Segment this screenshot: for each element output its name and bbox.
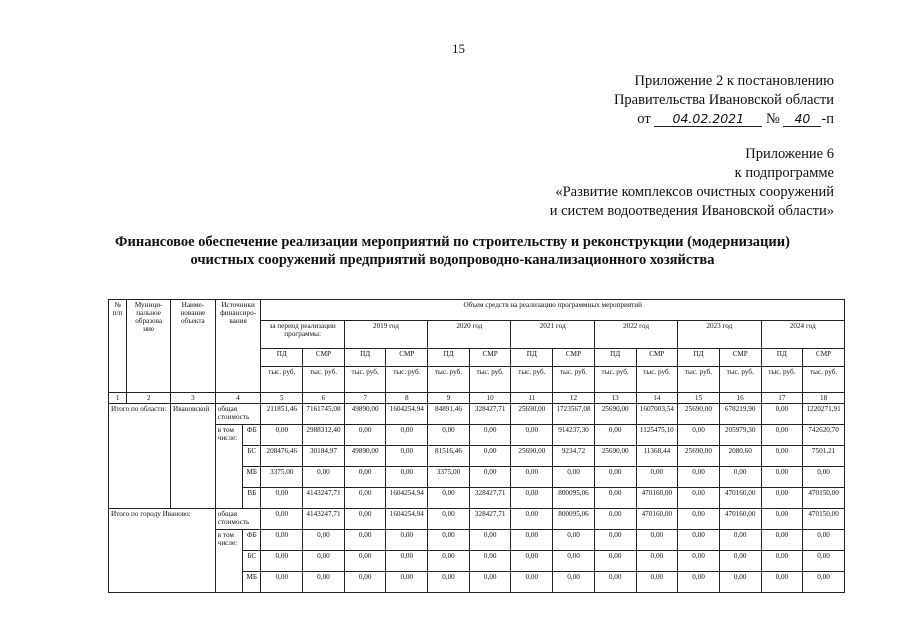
source-code: БС (243, 551, 261, 572)
table-row (109, 530, 845, 551)
cell-value: 0,00 (803, 572, 845, 593)
cell-value: 25690,00 (511, 446, 553, 467)
column-number: 9 (428, 393, 470, 404)
cell-value: 0,00 (511, 551, 553, 572)
col-head-unit: тыс. руб. (719, 367, 761, 393)
cell-value: 0,00 (553, 572, 595, 593)
col-head-period: за период реализации программы: (261, 321, 344, 349)
title-line-2: очистных сооружений предприятий водопроводно-канализационного хозяйства (190, 252, 715, 268)
cell-value: 0,00 (594, 530, 636, 551)
cell-value: 0,00 (344, 551, 386, 572)
cell-value: 7161745,08 (303, 404, 345, 425)
cell-value: 1604254,94 (386, 509, 428, 530)
cell-value: 0,00 (719, 551, 761, 572)
cell-value: 0,00 (761, 404, 803, 425)
cell-value: 0,00 (636, 551, 678, 572)
col-head-volume: Объем средств на реализацию программных мероприятий (261, 300, 845, 321)
cell-value: 0,00 (261, 488, 303, 509)
cell-value: 0,00 (386, 425, 428, 446)
cell-value: 0,00 (261, 572, 303, 593)
column-number: 2 (127, 393, 171, 404)
col-head-year-2020: 2020 год (428, 321, 511, 349)
source-code: ФБ (243, 530, 261, 551)
source-code: ФБ (243, 425, 261, 446)
cell-value: 800095,06 (553, 488, 595, 509)
cell-value: 0,00 (303, 551, 345, 572)
col-head-year-2024: 2024 год (761, 321, 844, 349)
col-head-unit: тыс. руб. (469, 367, 511, 393)
date-prefix: от (637, 111, 651, 127)
cell-value: 0,00 (428, 572, 470, 593)
source-code: ВБ (243, 488, 261, 509)
cell-value: 0,00 (261, 551, 303, 572)
block-label-text: Итого по области: (111, 405, 167, 413)
col-head-unit: тыс. руб. (511, 367, 553, 393)
cell-value: 25690,00 (511, 404, 553, 425)
cell-value: 3375,00 (428, 467, 470, 488)
cell-value: 0,00 (761, 551, 803, 572)
block-object: Ивановской (171, 404, 216, 509)
cell-value: 205979,30 (719, 425, 761, 446)
cell-value: 0,00 (678, 572, 720, 593)
col-head-smr: СМР (719, 349, 761, 367)
col-head-pd: ПД (261, 349, 303, 367)
cell-value: 0,00 (678, 551, 720, 572)
column-number: 17 (761, 393, 803, 404)
cell-value: 0,00 (719, 467, 761, 488)
cell-value: 0,00 (761, 509, 803, 530)
cell-value: 0,00 (803, 530, 845, 551)
col-head-pd: ПД (344, 349, 386, 367)
cell-value: 4143247,71 (303, 488, 345, 509)
source-code: БС (243, 446, 261, 467)
col-head-pd: ПД (678, 349, 720, 367)
cell-value: 30184,97 (303, 446, 345, 467)
approval-line-3 (614, 110, 834, 129)
col-head-number: № п/п (109, 300, 127, 393)
col-head-unit: тыс. руб. (344, 367, 386, 393)
cell-value: 0,00 (511, 530, 553, 551)
cell-value: 0,00 (719, 530, 761, 551)
column-number: 11 (511, 393, 553, 404)
cell-value: 2080,60 (719, 446, 761, 467)
cell-value: 0,00 (594, 425, 636, 446)
col-head-year-2023: 2023 год (678, 321, 761, 349)
cell-value: 2988312,40 (303, 425, 345, 446)
cell-value: 0,00 (594, 488, 636, 509)
cell-value: 0,00 (386, 530, 428, 551)
col-head-unit: тыс. руб. (303, 367, 345, 393)
source-code: МБ (243, 572, 261, 593)
cell-value: 0,00 (511, 572, 553, 593)
source-code: МБ (243, 467, 261, 488)
col-head-unit: тыс. руб. (386, 367, 428, 393)
column-number: 15 (678, 393, 720, 404)
block-label (109, 509, 216, 593)
document-title (0, 233, 905, 269)
approval-header (614, 72, 834, 129)
cell-value: 0,00 (386, 467, 428, 488)
cell-value: 0,00 (678, 488, 720, 509)
col-head-smr: СМР (303, 349, 345, 367)
cell-value: 328427,71 (469, 404, 511, 425)
cell-value: 0,00 (469, 467, 511, 488)
column-number: 12 (553, 393, 595, 404)
cell-value: 0,00 (261, 509, 303, 530)
handwritten-number: 40 (783, 112, 821, 127)
cell-value: 4143247,71 (303, 509, 345, 530)
cell-value: 0,00 (344, 572, 386, 593)
cell-value: 1607003,54 (636, 404, 678, 425)
table-body (109, 404, 845, 593)
cell-value: 1604254,94 (386, 488, 428, 509)
col-head-year-2019: 2019 год (344, 321, 427, 349)
col-head-pd: ПД (511, 349, 553, 367)
handwritten-date: 04.02.2021 (654, 112, 762, 127)
column-number: 16 (719, 393, 761, 404)
cell-value: 0,00 (386, 551, 428, 572)
col-head-municipality: Муници-пальное образова ние (127, 300, 171, 393)
cell-value: 1220271,91 (803, 404, 845, 425)
cell-value: 470150,00 (803, 509, 845, 530)
cell-value: 800095,06 (553, 509, 595, 530)
approval-line-2: Правительства Ивановской области (613, 92, 834, 108)
column-number: 8 (386, 393, 428, 404)
table-row (109, 425, 845, 446)
cell-value: 0,00 (803, 467, 845, 488)
appendix-line-1: Приложение 6 (745, 146, 834, 162)
cell-value: 0,00 (344, 530, 386, 551)
column-number: 10 (469, 393, 511, 404)
cell-value: 742620,70 (803, 425, 845, 446)
cell-value: 0,00 (428, 509, 470, 530)
column-number: 13 (594, 393, 636, 404)
cell-value: 49890,00 (344, 446, 386, 467)
cell-value: 0,00 (428, 488, 470, 509)
appendix-line-3: «Развитие комплексов очистных сооружений (555, 184, 834, 200)
col-head-smr: СМР (803, 349, 845, 367)
incl-label: в том числе: (215, 530, 242, 593)
cell-value: 0,00 (594, 509, 636, 530)
cell-value: 914237,30 (553, 425, 595, 446)
cell-value: 25690,00 (678, 404, 720, 425)
cell-value: 0,00 (511, 425, 553, 446)
column-number: 18 (803, 393, 845, 404)
cell-value: 1604254,94 (386, 404, 428, 425)
cell-value: 0,00 (303, 572, 345, 593)
cell-value: 470160,00 (719, 509, 761, 530)
cell-value: 0,00 (553, 530, 595, 551)
col-head-year-2022: 2022 год (594, 321, 677, 349)
cell-value: 0,00 (344, 467, 386, 488)
table-header (109, 300, 845, 404)
cell-value: 0,00 (761, 572, 803, 593)
col-head-year-2021: 2021 год (511, 321, 594, 349)
cell-value: 470150,00 (803, 488, 845, 509)
cell-value: 0,00 (428, 551, 470, 572)
col-head-unit: тыс. руб. (636, 367, 678, 393)
table-row (109, 509, 845, 530)
cell-value: 0,00 (428, 425, 470, 446)
approval-line-1: Приложение 2 к постановлению (634, 73, 834, 89)
number-label: № (765, 111, 780, 127)
cell-value: 0,00 (761, 488, 803, 509)
cell-value: 0,00 (386, 446, 428, 467)
cell-value: 0,00 (761, 446, 803, 467)
cell-value: 470160,00 (636, 488, 678, 509)
column-number: 3 (171, 393, 216, 404)
appendix-line-4: и систем водоотведения Ивановской области» (549, 203, 834, 219)
table-row (109, 404, 845, 425)
cell-value: 0,00 (428, 530, 470, 551)
cell-value: 470160,00 (719, 488, 761, 509)
financing-table (108, 299, 845, 593)
cell-value: 0,00 (678, 467, 720, 488)
cell-value: 0,00 (344, 509, 386, 530)
col-head-unit: тыс. руб. (261, 367, 303, 393)
cell-value: 7501,21 (803, 446, 845, 467)
col-head-pd: ПД (428, 349, 470, 367)
col-head-unit: тыс. руб. (761, 367, 803, 393)
cell-value: 3375,00 (261, 467, 303, 488)
cell-value: 0,00 (678, 425, 720, 446)
cell-value: 0,00 (594, 467, 636, 488)
cell-value: 0,00 (636, 530, 678, 551)
col-head-pd: ПД (761, 349, 803, 367)
cell-value: 0,00 (553, 467, 595, 488)
appendix-header (550, 145, 834, 221)
cell-value: 0,00 (636, 467, 678, 488)
cell-value: 1125475,10 (636, 425, 678, 446)
column-number: 14 (636, 393, 678, 404)
column-number: 7 (344, 393, 386, 404)
cell-value: 0,00 (511, 467, 553, 488)
col-head-pd: ПД (594, 349, 636, 367)
block-label-text: Итого по городу Иваново: (111, 510, 191, 518)
cell-value: 0,00 (344, 425, 386, 446)
cell-value: 328427,71 (469, 488, 511, 509)
cell-value: 470160,00 (636, 509, 678, 530)
cell-value: 0,00 (344, 488, 386, 509)
column-number: 6 (303, 393, 345, 404)
cell-value: 0,00 (803, 551, 845, 572)
cell-value: 0,00 (469, 572, 511, 593)
incl-label: в том числе: (215, 425, 242, 509)
cell-value: 49890,00 (344, 404, 386, 425)
column-number: 4 (215, 393, 261, 404)
cell-value: 25690,00 (594, 404, 636, 425)
cell-value: 208476,46 (261, 446, 303, 467)
col-head-sources: Источники финансиро-вания (215, 300, 261, 393)
cell-value: 0,00 (678, 509, 720, 530)
cell-value: 0,00 (303, 530, 345, 551)
col-head-smr: СМР (469, 349, 511, 367)
cell-value: 0,00 (511, 488, 553, 509)
col-head-unit: тыс. руб. (678, 367, 720, 393)
cell-value: 0,00 (261, 425, 303, 446)
col-head-smr: СМР (553, 349, 595, 367)
cell-value: 0,00 (553, 551, 595, 572)
cell-value: 81516,46 (428, 446, 470, 467)
cell-value: 0,00 (678, 530, 720, 551)
cell-value: 25690,00 (594, 446, 636, 467)
cell-value: 0,00 (636, 572, 678, 593)
cell-value: 0,00 (594, 551, 636, 572)
column-number: 1 (109, 393, 127, 404)
cell-value: 84891,46 (428, 404, 470, 425)
cell-value: 0,00 (761, 530, 803, 551)
appendix-line-2: к подпрограмме (734, 165, 834, 181)
cell-value: 0,00 (469, 551, 511, 572)
cell-value: 0,00 (469, 446, 511, 467)
col-head-unit: тыс. руб. (803, 367, 845, 393)
page-number: 15 (452, 41, 465, 56)
cell-value: 0,00 (469, 530, 511, 551)
cell-value: 0,00 (469, 425, 511, 446)
col-head-unit: тыс. руб. (594, 367, 636, 393)
cell-value: 211851,46 (261, 404, 303, 425)
block-label (109, 404, 171, 509)
cell-value: 0,00 (511, 509, 553, 530)
cell-value: 0,00 (761, 425, 803, 446)
cell-value: 1723567,08 (553, 404, 595, 425)
cell-value: 0,00 (761, 467, 803, 488)
cell-value: 328427,71 (469, 509, 511, 530)
col-head-object: Наиме-нование объекта (171, 300, 216, 393)
cell-value: 11368,44 (636, 446, 678, 467)
number-suffix: -п (821, 111, 834, 127)
source-total-label: общая стоимость (215, 509, 261, 530)
column-number: 5 (261, 393, 303, 404)
col-head-unit: тыс. руб. (553, 367, 595, 393)
cell-value: 0,00 (594, 572, 636, 593)
cell-value: 0,00 (386, 572, 428, 593)
col-head-unit: тыс. руб. (428, 367, 470, 393)
cell-value: 0,00 (719, 572, 761, 593)
title-line-1: Финансовое обеспечение реализации мероприятий по строительству и реконструкции (модернизации) (115, 234, 790, 250)
cell-value: 9234,72 (553, 446, 595, 467)
cell-value: 678219,90 (719, 404, 761, 425)
col-head-smr: СМР (636, 349, 678, 367)
col-head-smr: СМР (386, 349, 428, 367)
cell-value: 0,00 (303, 467, 345, 488)
cell-value: 0,00 (261, 530, 303, 551)
source-total-label: общая стоимость (215, 404, 261, 425)
cell-value: 25690,00 (678, 446, 720, 467)
